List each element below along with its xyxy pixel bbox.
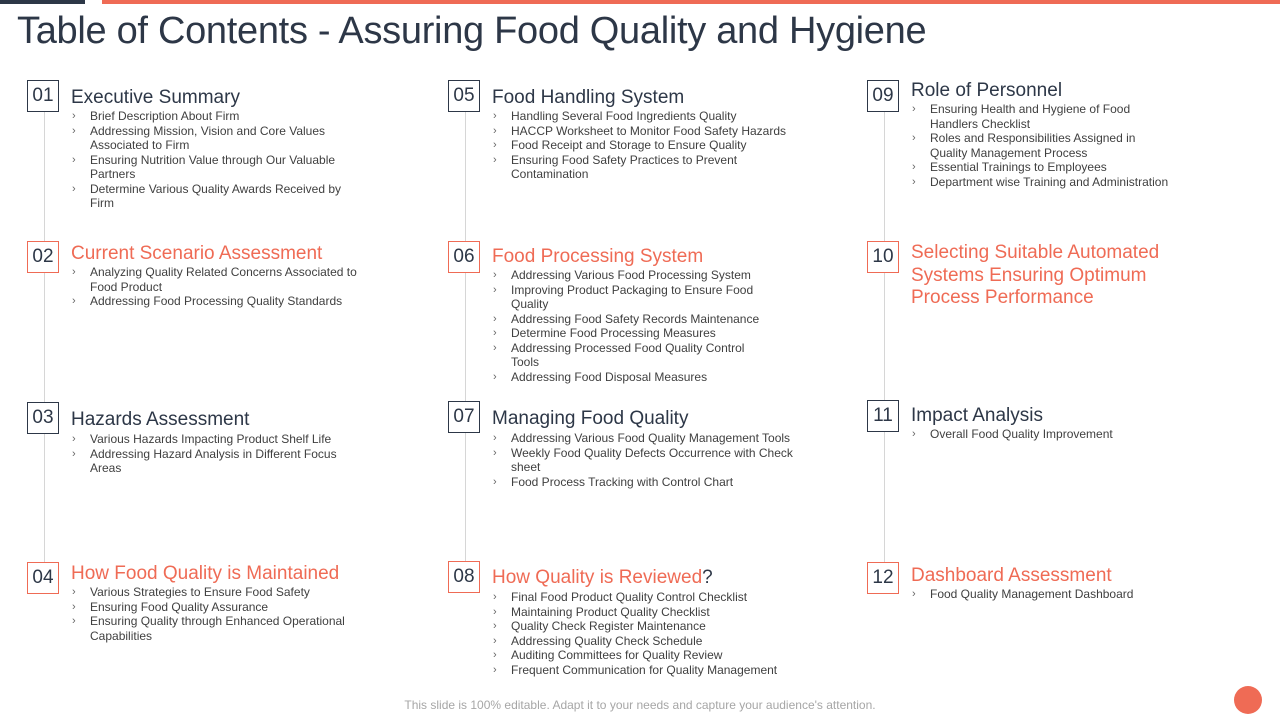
timeline-line-col2 [465, 110, 466, 580]
chevron-right-icon: › [493, 663, 497, 676]
section-item [72, 294, 367, 309]
section-item-list [912, 587, 1172, 602]
section-item-text: Addressing Hazard Analysis in Different Focus Areas [90, 446, 337, 475]
chevron-right-icon: › [493, 139, 497, 151]
section-item-text: Maintaining Product Quality Checklist [511, 604, 710, 619]
section-item-text: Final Food Product Quality Control Checklist [511, 590, 748, 604]
section-item [72, 153, 367, 182]
section-item [493, 370, 763, 385]
section-heading[interactable] [71, 409, 249, 432]
section-item [493, 124, 793, 139]
section-number: 04 [27, 562, 59, 594]
chevron-right-icon: › [493, 605, 497, 618]
section-number: 02 [27, 241, 59, 273]
section-item [72, 182, 367, 211]
section-item [912, 427, 1172, 442]
section-item-text: Quality Check Register Maintenance [511, 619, 706, 633]
section-item [493, 634, 783, 649]
section-heading[interactable] [71, 87, 240, 110]
section-item [72, 600, 347, 615]
section-item-text: Frequent Communication for Quality Management [511, 662, 778, 677]
section-heading[interactable] [492, 87, 684, 110]
chevron-right-icon: › [493, 634, 497, 647]
chevron-right-icon: › [912, 161, 916, 173]
section-item-list [72, 585, 347, 643]
section-heading[interactable] [911, 565, 1112, 588]
section-item-list [72, 265, 367, 309]
chevron-right-icon: › [493, 620, 497, 632]
section-heading-text: Dashboard Assessment [911, 565, 1112, 586]
section-number: 09 [867, 80, 899, 112]
section-item-text: Ensuring Quality through Enhanced Operational Capabilities [90, 614, 345, 643]
chevron-right-icon: › [493, 327, 497, 339]
section-heading[interactable] [911, 80, 1211, 103]
section-number: 10 [867, 241, 899, 273]
section-heading-suffix: ? [702, 567, 713, 588]
section-item-list [912, 102, 1172, 189]
chevron-right-icon: › [912, 132, 916, 144]
chevron-right-icon: › [72, 110, 76, 122]
section-item [493, 153, 793, 182]
section-item-text: Addressing Mission, Vision and Core Values Associated to Firm [90, 123, 326, 152]
corner-accent-dot [1234, 686, 1262, 714]
section-number: 03 [27, 402, 59, 434]
section-heading-text: Food Processing System [492, 246, 704, 267]
section-heading-text: Executive Summary [71, 87, 240, 108]
section-item-text: Essential Trainings to Employees [930, 160, 1107, 174]
section-item-text: Addressing Processed Food Quality Control Tools [511, 340, 745, 369]
section-item [912, 131, 1172, 160]
chevron-right-icon: › [493, 153, 497, 166]
section-item-text: Auditing Committees for Quality Review [511, 648, 723, 662]
chevron-right-icon: › [493, 649, 497, 661]
section-number: 12 [867, 562, 899, 594]
section-item [493, 663, 783, 678]
chevron-right-icon: › [493, 283, 497, 296]
section-item [72, 109, 367, 124]
section-item-list [493, 109, 793, 182]
section-item-list [493, 431, 793, 489]
chevron-right-icon: › [72, 266, 76, 278]
section-item [72, 124, 367, 153]
section-number: 11 [867, 400, 899, 432]
chevron-right-icon: › [72, 295, 76, 307]
section-heading[interactable] [492, 246, 703, 269]
section-item-text: Various Strategies to Ensure Food Safety [90, 585, 310, 599]
section-number: 06 [448, 241, 480, 273]
chevron-right-icon: › [493, 591, 497, 603]
section-item-text: Ensuring Nutrition Value through Our Valuable Partners [90, 152, 336, 181]
section-number: 07 [448, 401, 480, 433]
section-item-text: Weekly Food Quality Defects Occurrence with Check sheet [511, 445, 793, 474]
section-item-text: Addressing Various Food Quality Management Tools [511, 431, 791, 445]
section-item-list [72, 432, 367, 476]
section-item-text: Food Receipt and Storage to Ensure Quality [511, 138, 747, 152]
section-heading[interactable] [71, 563, 339, 586]
chevron-right-icon: › [912, 175, 916, 188]
section-heading-text: How Quality is Reviewed [492, 567, 703, 588]
page-title: Table of Contents - Assuring Food Quality and Hygiene [17, 10, 927, 52]
section-number: 01 [27, 80, 59, 112]
section-number: 05 [448, 80, 480, 112]
section-item-text: Ensuring Food Quality Assurance [90, 599, 269, 614]
section-item-text: Addressing Various Food Processing System [511, 268, 751, 282]
section-item-text: Overall Food Quality Improvement [930, 427, 1113, 441]
chevron-right-icon: › [912, 428, 916, 440]
section-item-text: Handling Several Food Ingredients Quality [511, 109, 737, 123]
section-item-list [72, 109, 367, 211]
section-item [493, 590, 783, 605]
section-number: 08 [448, 561, 480, 593]
section-item [493, 341, 763, 370]
section-item-text: Addressing Food Disposal Measures [511, 369, 708, 384]
section-item [912, 587, 1172, 602]
chevron-right-icon: › [493, 475, 497, 488]
section-heading-text: Selecting Suitable Automated Systems Ensuring Optimum Process Performance [911, 242, 1160, 308]
section-item [72, 585, 347, 600]
section-item [493, 283, 763, 312]
section-item-list [493, 268, 763, 384]
section-item [493, 268, 763, 283]
section-heading-text: Role of Personnel [911, 80, 1063, 101]
section-item [493, 109, 793, 124]
chevron-right-icon: › [72, 615, 76, 627]
chevron-right-icon: › [493, 124, 497, 137]
section-heading-text: Hazards Assessment [71, 409, 250, 430]
section-item [72, 432, 367, 447]
chevron-right-icon: › [493, 341, 497, 354]
section-item-text: Determine Food Processing Measures [511, 326, 716, 340]
section-heading-text: Current Scenario Assessment [71, 243, 323, 264]
section-item-list [493, 590, 783, 677]
chevron-right-icon: › [72, 153, 76, 166]
section-heading[interactable] [492, 408, 688, 431]
section-item [493, 326, 763, 341]
section-item [493, 475, 793, 490]
section-heading-text: Food Handling System [492, 87, 685, 108]
section-item [493, 312, 763, 327]
chevron-right-icon: › [912, 588, 916, 600]
section-item-text: Determine Various Quality Awards Received by Firm [90, 181, 342, 210]
section-item [72, 614, 347, 643]
section-heading[interactable] [71, 243, 322, 266]
section-item [493, 605, 783, 620]
top-bar-accent [102, 0, 1280, 4]
section-item [493, 619, 783, 634]
top-bar-dark [0, 0, 85, 4]
section-heading[interactable] [911, 405, 1043, 428]
chevron-right-icon: › [493, 110, 497, 122]
chevron-right-icon: › [493, 269, 497, 281]
section-item-list [912, 427, 1172, 442]
footer-note: This slide is 100% editable. Adapt it to your needs and capture your audience's attention. [404, 698, 876, 712]
section-item-text: Ensuring Health and Hygiene of Food Handlers Checklist [930, 102, 1131, 131]
section-item-text: Roles and Responsibilities Assigned in Quality Management Process [930, 131, 1136, 160]
chevron-right-icon: › [72, 586, 76, 598]
section-item [72, 265, 367, 294]
section-item-text: HACCP Worksheet to Monitor Food Safety Hazards [511, 123, 787, 138]
section-item-text: Addressing Quality Check Schedule [511, 633, 703, 648]
section-heading-text: Managing Food Quality [492, 408, 689, 429]
section-heading[interactable] [911, 242, 1181, 310]
chevron-right-icon: › [72, 433, 76, 445]
chevron-right-icon: › [912, 103, 916, 115]
chevron-right-icon: › [72, 182, 76, 195]
section-item [493, 446, 793, 475]
section-item-text: Analyzing Quality Related Concerns Associated to Food Product [90, 265, 357, 294]
timeline-line-col3 [884, 110, 885, 580]
section-item-text: Addressing Food Safety Records Maintenance [511, 311, 760, 326]
chevron-right-icon: › [493, 432, 497, 444]
section-item [493, 431, 793, 446]
section-heading[interactable] [492, 567, 713, 590]
section-item [493, 138, 793, 153]
section-item-text: Department wise Training and Administration [930, 174, 1169, 189]
section-item-text: Food Quality Management Dashboard [930, 587, 1134, 601]
timeline-line-col1 [44, 110, 45, 590]
section-item-text: Addressing Food Processing Quality Standards [90, 294, 343, 308]
chevron-right-icon: › [493, 312, 497, 325]
section-item-text: Food Process Tracking with Control Chart [511, 474, 734, 489]
section-item [912, 175, 1172, 190]
section-heading-text: Impact Analysis [911, 405, 1043, 426]
chevron-right-icon: › [493, 370, 497, 383]
chevron-right-icon: › [72, 447, 76, 460]
section-item-text: Ensuring Food Safety Practices to Prevent Contamination [511, 152, 738, 181]
section-heading-text: How Food Quality is Maintained [71, 563, 340, 584]
chevron-right-icon: › [72, 600, 76, 613]
chevron-right-icon: › [493, 446, 497, 459]
section-item-text: Various Hazards Impacting Product Shelf Life [90, 432, 332, 446]
section-item-text: Improving Product Packaging to Ensure Food Quality [511, 282, 754, 311]
section-item [72, 447, 367, 476]
section-item-text: Brief Description About Firm [90, 109, 240, 123]
section-item [493, 648, 783, 663]
section-item [912, 102, 1172, 131]
chevron-right-icon: › [72, 124, 76, 137]
section-item [912, 160, 1172, 175]
